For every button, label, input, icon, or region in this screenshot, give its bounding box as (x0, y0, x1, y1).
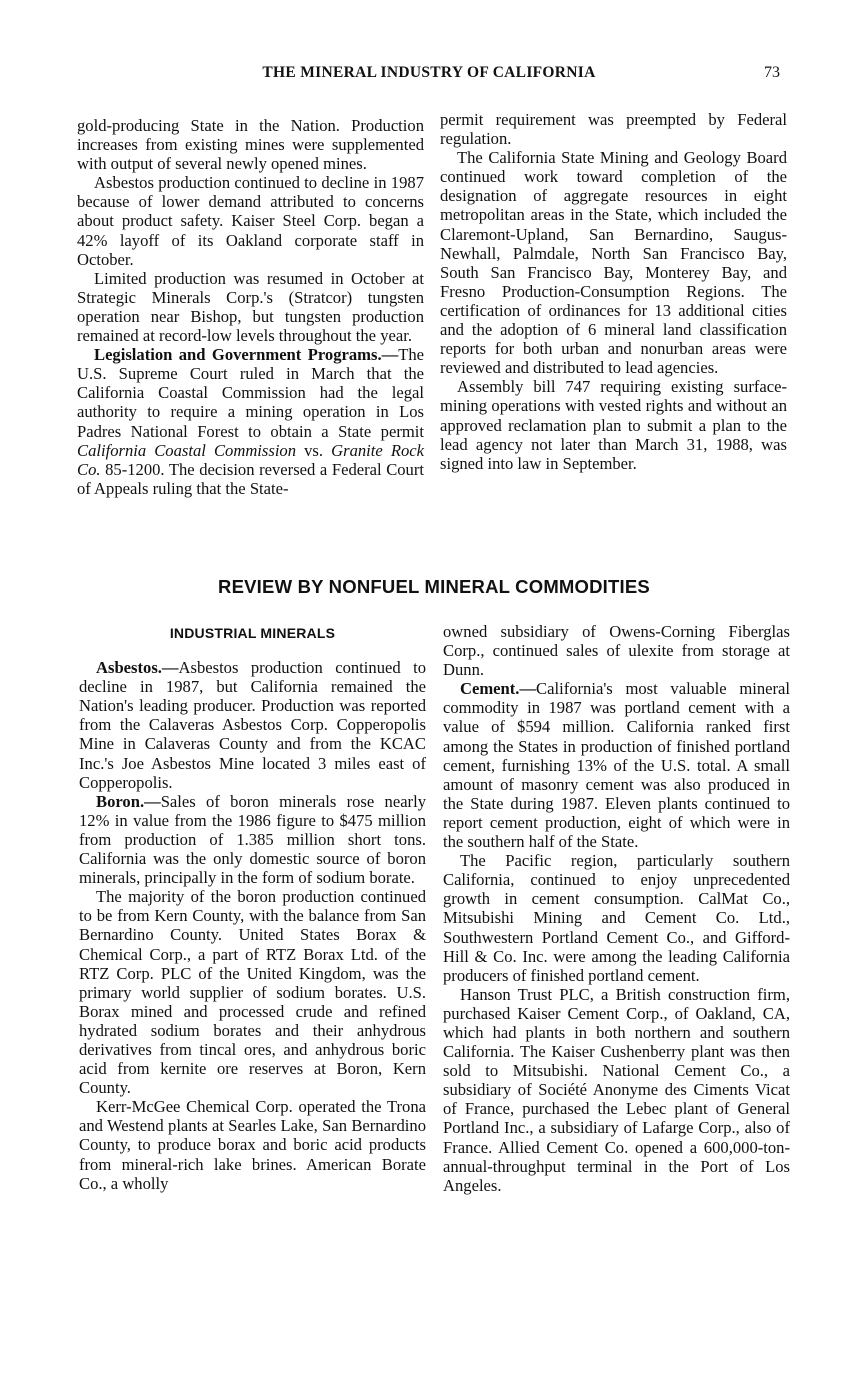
paragraph-text: The U.S. Supreme Court ruled in March that the California Coastal Commission had the legal authority to require a mining operation in Los Padres National Forest to obtain a State permit (77, 345, 424, 441)
run-in-heading: Legislation and Government Programs.— (94, 345, 399, 365)
paragraph: The majority of the boron production continued to be from Kern County, with the balance from San Bernardino County. United States Borax & Chemical Corp., a part of RTZ Borax Ltd. of the RTZ Corp. PLC of the United Kingdom, was the primary world supplier of sodium borates. U.S. Borax mined and processed crude and refined hydrated sodium borates and their anhydrous derivatives from tincal ores, and anhydrous boric acid from kernite ore reserves at Boron, Kern County. (79, 887, 426, 1098)
paragraph-text: California's most valuable mineral commodity in 1987 was portland cement with a value of $594 million. California ranked first among the States in production of finished portland cement, furnishing 13% of the U.S. total. A small amount of masonry cement was also produced in the State during 1987. Eleven plants continued to report cement production, eight of which were in the southern half of the State. (443, 679, 790, 852)
running-title: THE MINERAL INDUSTRY OF CALIFORNIA (262, 64, 596, 81)
paragraph-legislation (77, 345, 424, 498)
paragraph: Limited production was resumed in October at Strategic Minerals Corp.'s (Stratcor) tungsten operation near Bishop, but tungsten production remained at record-low levels throughout the year. (77, 268, 424, 346)
top-left-column (77, 116, 424, 498)
paragraph-text: vs. (296, 440, 332, 460)
top-right-column (440, 110, 787, 473)
paragraph: Hanson Trust PLC, a British construction firm, purchased Kaiser Cement Corp., of Oakland, CA, which had plants in both northern and southern California. The Kaiser Cushenberry plant was then sold to Mitsubishi. National Cement Co., a subsidiary of Société Anonyme des Ciments Vicat of France, purchased the Lebec plant of General Portland Inc., a subsidiary of Lafarge Corp., also of France. Allied Cement Co. opened a 600,000-ton-annual-throughput terminal in the Port of Los Angeles. (443, 984, 790, 1195)
paragraph-cement (443, 679, 790, 851)
paragraph: gold-producing State in the Nation. Production increases from existing mines were supplemented with output of several newly opened mines. (77, 116, 424, 174)
paragraph-boron (79, 792, 426, 887)
paragraph: permit requirement was preempted by Federal regulation. (440, 110, 787, 149)
paragraph: Assembly bill 747 requiring existing surface-mining operations with vested rights and without an approved reclamation plan to submit a plan to the lead agency not later than March 31, 1988, was signed into law in September. (440, 377, 787, 473)
case-name-italic: Granite Rock Co. (77, 440, 424, 479)
section-heading: REVIEW BY NONFUEL MINERAL COMMODITIES (218, 576, 650, 597)
paragraph-asbestos (79, 658, 426, 792)
paragraph: The California State Mining and Geology Board continued work toward completion of the designation of aggregate resources in eight metropolitan areas in the State, which included the Claremont-Upland, San Bernardino, Saugus-Newhall, Palmdale, North San Francisco Bay, South San Francisco Bay, Monterey Bay, and Fresno Production-Consumption Regions. The certification of ordinances for 13 additional cities and the adoption of 6 mineral land classification reports for both urban and nonurban areas were reviewed and distributed to lead agencies. (440, 148, 787, 378)
paragraph-text: 85-1200. The decision reversed a Federal Court of Appeals ruling that the State- (77, 459, 424, 498)
paragraph: Kerr-McGee Chemical Corp. operated the Trona and Westend plants at Searles Lake, San Bernardino County, to produce borax and boric acid products from mineral-rich lake brines. American Borate Co., a wholly (79, 1097, 426, 1193)
review-right-column (443, 622, 790, 1195)
run-in-heading: Asbestos.— (96, 658, 179, 678)
run-in-heading: Cement.— (460, 679, 537, 699)
paragraph: Asbestos production continued to decline in 1987 because of lower demand attributed to concerns about product safety. Kaiser Steel Corp. began a 42% layoff of its Oakland corporate staff in October. (77, 173, 424, 269)
running-header (0, 64, 858, 86)
subheading: INDUSTRIAL MINERALS (169, 625, 336, 641)
paragraph: The Pacific region, particularly southern California, continued to enjoy unprecedented growth in cement consumption. CalMat Co., Mitsubishi Mining and Cement Co. Ltd., Southwestern Portland Cement Co., and Gifford-Hill & Co. Inc. were among the leading California producers of finished portland cement. (443, 851, 790, 985)
paragraph: owned subsidiary of Owens-Corning Fiberglas Corp., continued sales of ulexite from storage at Dunn. (443, 622, 790, 680)
paragraph-text: Sales of boron minerals rose nearly 12% in value from the 1986 figure to $475 million from production of 1.385 million short tons. California was the only domestic source of boron minerals, principally in the form of sodium borate. (79, 791, 426, 888)
case-name-italic: California Coastal Commission (77, 440, 297, 460)
run-in-heading: Boron.— (96, 791, 161, 811)
page-number: 73 (764, 64, 780, 81)
review-left-column (79, 624, 426, 1193)
paragraph-text: Asbestos production continued to decline in 1987, but California remained the Nation's leading producer. Production was reported from the Calaveras Asbestos Corp. Copperopolis Mine in Calaveras County and from the KCAC Inc.'s Joe Asbestos Mine located 3 miles east of Copperopolis. (79, 658, 426, 792)
